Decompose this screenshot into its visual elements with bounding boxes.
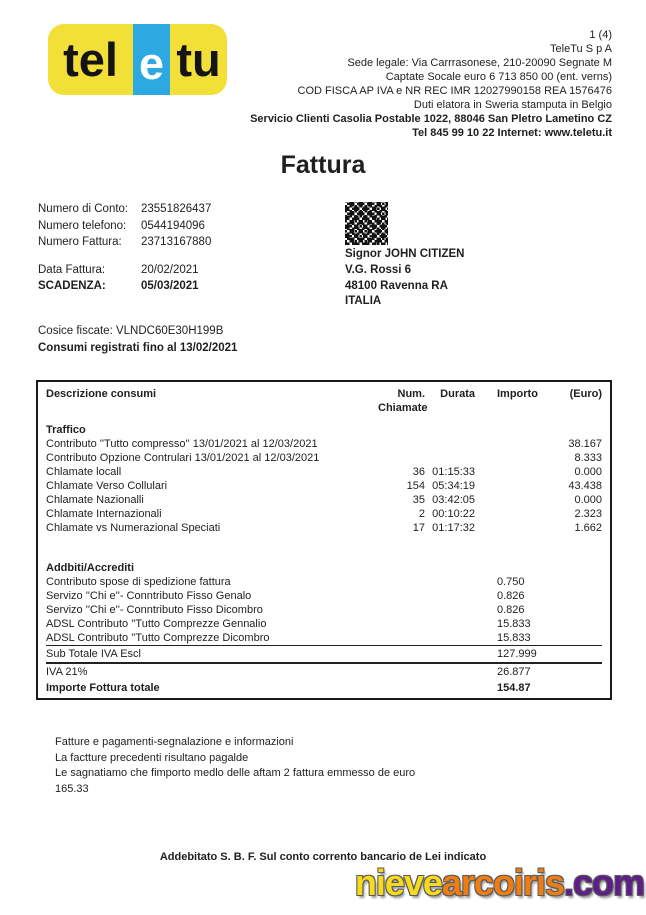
cell-importo [479,521,545,535]
cell-durata [425,664,479,680]
cell-euro: 2.323 [574,508,602,520]
cell-durata: 03:42:05 [432,494,475,506]
contact-line: Tel 845 99 10 22 Internet: www.teletu.it [412,127,612,139]
cell-euro: 0.000 [574,466,602,478]
section-title-row [46,561,602,575]
cell-euro [545,631,602,645]
recipient-street: V.G. Rossi 6 [345,263,412,276]
header-chiamate: Chiamate [378,402,428,414]
section-title-row [46,423,602,437]
watermark-part-nieve: nieve [354,862,442,903]
recipient-name: Signor JOHN CITIZEN [345,248,465,260]
spacer [46,415,602,423]
teletu-logo [48,24,227,95]
cell-num [378,631,425,645]
watermark-nievearcoiris [355,861,644,904]
table-row [46,493,602,507]
table-row [46,507,602,521]
account-details [38,201,211,295]
cell-num [378,437,425,451]
cell-desc: Chlamate Nazionalli [46,494,144,506]
table-header-row [46,387,602,415]
cell-euro [545,603,602,617]
cell-importo: 15.833 [497,618,531,630]
cell-importo [479,465,545,479]
cell-durata [425,589,479,603]
header-num-chiamate [378,387,428,415]
table-row [46,575,602,589]
codice-fiscale-line: Cosice fiscate: VLNDC60E30H199B [38,325,224,337]
due-date-row [38,278,211,295]
cell-durata [425,631,479,645]
cell-durata [425,437,479,451]
cell-euro [545,575,602,589]
company-address-line: Sede legale: Via Carrrasonese, 210-20090 Segnate M [347,57,612,69]
invoice-date-row [38,262,211,279]
cell-durata: 01:17:32 [432,522,475,534]
company-print-line: Duti elatora in Sweria stamputa in Belgio [413,99,612,111]
cell-importo [479,507,545,521]
company-name: TeleTu S p A [550,43,612,55]
cell-num: 154 [406,480,425,492]
qr-code [345,202,388,245]
cell-importo [479,437,545,451]
table-row [46,437,602,451]
note-line: Le sagnatiamo che fimporto medlo delle aftam 2 fattura emmesso de euro [55,767,416,779]
section-title-traffico: Traffico [46,424,86,436]
table-row [46,589,602,603]
cell-desc: Sub Totale IVA Escl [46,648,141,660]
customer-service-line: Servicio Clienti Casolia Postable 1022, 88046 San Pletro Lametino CZ [250,113,612,125]
cell-desc: Contributo ''Tutto compresso'' 13/01/2021 al 12/03/2021 [46,438,318,450]
cell-importo [479,451,545,465]
invoice-number-row [38,234,211,251]
table-row [46,479,602,493]
cell-durata [425,603,479,617]
cell-durata [425,575,479,589]
cell-num [378,575,425,589]
cell-desc: Servizo ''Chi e''- Conntributo Fisso Dicombro [46,604,263,616]
cell-durata [425,617,479,631]
cell-euro: 8.333 [574,452,602,464]
cell-desc: ADSL Contributo ''Tutto Comprezze Dicombro [46,632,270,644]
cell-num [378,589,425,603]
cell-importo [479,493,545,507]
cell-euro [545,664,602,680]
cell-euro: 1.662 [574,522,602,534]
cell-euro: 43.438 [568,480,602,492]
watermark-part-arcoiris: arcoiris [441,862,564,903]
field-value: 20/02/2021 [141,263,199,276]
cell-desc: Servizo ''Chi e''- Conntributo Fisso Genalo [46,590,252,602]
cell-num [378,451,425,465]
cell-num: 17 [412,522,425,534]
table-row [46,465,602,479]
header-descrizione: Descrizione consumi [46,388,157,400]
cell-num: 36 [412,466,425,478]
header-num: Num. [397,388,425,400]
consumi-line: Consumi registrati fino al 13/02/2021 [38,341,238,354]
field-value: 23713167880 [141,236,212,249]
fiscal-info [38,323,237,356]
cell-num: 35 [412,494,425,506]
spacer [46,535,602,561]
cell-num [378,664,425,680]
recipient-city: 48100 Ravenna RA [345,279,448,292]
note-line: 165.33 [55,782,89,795]
company-header [250,28,612,140]
cell-num: 2 [418,508,425,520]
cell-euro [545,617,602,631]
debit-notice: Addebitato S. B. F. Sul conto corrento bancario de Lei indicato [159,851,487,863]
cell-durata: 01:15:33 [432,466,475,478]
footer-notes [55,735,415,797]
account-number-row [38,201,211,218]
cell-desc: Contributo Opzione Contrulari 13/01/2021 al 12/03/2021 [46,452,320,464]
cell-importo: 15.833 [497,632,531,644]
spacer [38,251,211,262]
field-value: 05/03/2021 [141,280,199,293]
cell-desc: ADSL Contributo ''Tutto Comprezze Gennalio [46,618,267,630]
table-row [46,617,602,631]
header-durata: Durata [440,388,475,400]
cell-durata [425,680,479,696]
cell-importo [479,479,545,493]
cell-desc: Importe Fottura totale [46,682,160,694]
subtotal-row [46,645,602,664]
table-row [46,451,602,465]
cell-desc: Contributo spose di spedizione fattura [46,576,231,588]
cell-num [378,603,425,617]
cell-durata [425,451,479,465]
cell-durata: 00:10:22 [432,508,475,520]
cell-desc: Chlamate Verso Collulari [46,480,168,492]
field-value: 23551826437 [141,203,212,216]
invoice-title: Fattura [280,151,366,179]
cell-importo: 0.826 [497,590,525,602]
consumption-table [36,380,612,700]
company-vat-line: COD FISCA AP IVA e NR REC IMR 12027990158 REA 1576476 [297,85,612,97]
page-number: 1 (4) [589,29,612,41]
recipient-country: ITALIA [345,295,382,308]
watermark-part-com: .com [563,862,644,903]
cell-durata: 05:34:19 [432,480,475,492]
cell-euro: 38.167 [568,438,602,450]
note-line: La factture precedenti risultano pagalde [55,751,249,764]
table-row [46,603,602,617]
cell-num [378,617,425,631]
vat-row [46,664,602,680]
cell-euro [545,589,602,603]
header-euro: (Euro) [569,388,602,400]
field-label: Numero di Conto: [38,203,129,216]
cell-desc: Chlamate vs Numerazional Speciati [46,522,221,534]
recipient-address [345,247,464,310]
section-title-addebiti: Addbiti/Accrediti [46,562,135,574]
cell-num [378,680,425,696]
cell-importo: 0.750 [497,576,525,588]
phone-number-row [38,218,211,235]
company-capital-line: Captate Socale euro 6 713 850 00 (ent. verns) [385,71,612,83]
cell-desc: Chlamate Internazionali [46,508,162,520]
logo-text-tu: tu [170,24,227,95]
cell-importo: 154.87 [497,682,531,694]
field-label: SCADENZA: [38,280,106,293]
cell-importo: 26.877 [497,666,531,678]
logo-text-e: e [133,24,170,95]
field-label: Numero telefono: [38,219,127,232]
cell-importo: 127.999 [497,648,537,660]
table-row [46,631,602,645]
header-importo: Importo [497,388,538,400]
table-row [46,521,602,535]
note-line: Fatture e pagamenti-segnalazione e informazioni [55,736,294,748]
field-value: 0544194096 [141,219,205,232]
cell-euro [545,680,602,696]
field-label: Data Fattura: [38,263,106,276]
cell-euro: 0.000 [574,494,602,506]
cell-importo: 0.826 [497,604,525,616]
field-label: Numero Fattura: [38,236,122,249]
cell-desc: Chlamate locall [46,466,122,478]
cell-desc: IVA 21% [46,666,88,678]
logo-text-tel: tel [48,24,133,95]
grand-total-row [46,680,602,696]
